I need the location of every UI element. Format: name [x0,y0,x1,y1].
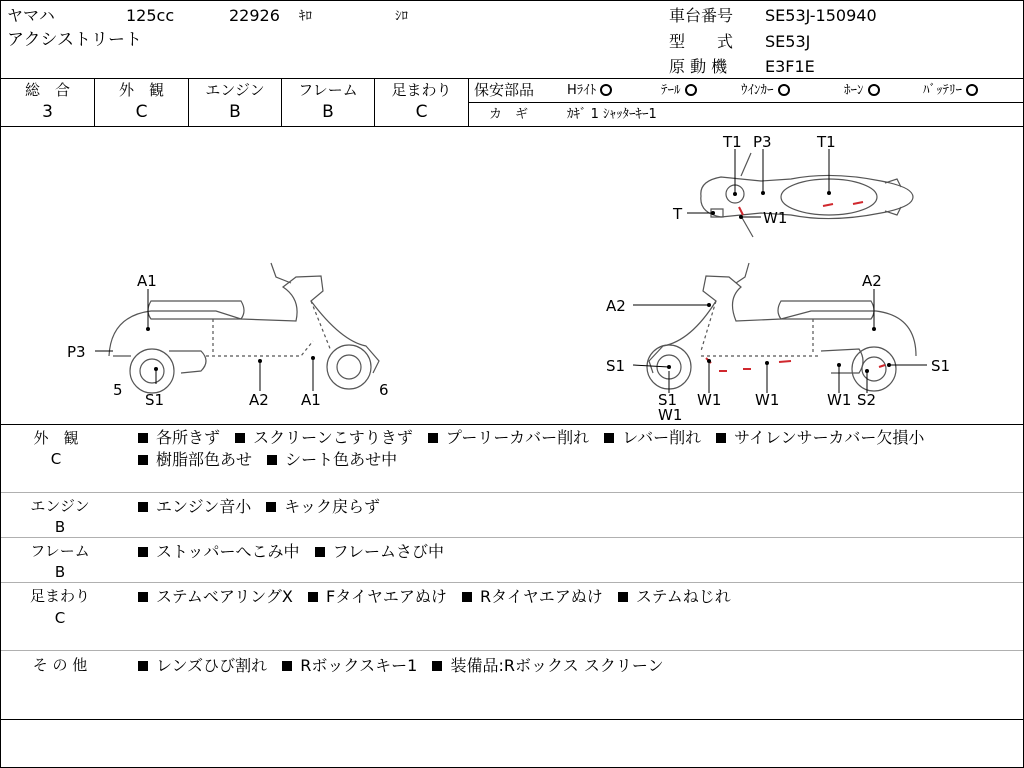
note-category-exterior: 外 観 [33,429,79,447]
bullet-icon [138,592,148,602]
safety-winker-label: ｳｲﾝｶｰ [741,83,774,98]
left-label-a1: A1 [137,272,157,290]
bullet-icon [462,592,472,602]
bullet-icon [315,547,325,557]
top-label-w1: W1 [763,209,788,227]
note-item: 樹脂部色あせ [156,450,253,469]
grade-engine: B [229,102,241,122]
note-item: Rボックスキー1 [300,656,418,675]
left-label-5: 5 [113,381,123,399]
top-label-p3: P3 [753,133,772,151]
top-label-t: T [673,205,683,223]
left-label-p3: P3 [67,343,86,361]
right-label-w1d: W1 [827,391,852,409]
note-item: Rタイヤエアぬけ [479,587,603,606]
note-item: プーリーカバー削れ [445,428,590,447]
note-item: Fタイヤエアぬけ [325,587,447,606]
damage-marks [706,202,885,371]
type-label: 型 式 [669,32,734,51]
note-line-frame [138,544,454,560]
safety-winker-ok-icon [778,84,790,96]
bullet-icon [138,661,148,671]
left-label-s1: S1 [145,391,165,409]
note-grade-engine: B [54,518,66,536]
safety-headlight [567,84,612,97]
right-label-a2a: A2 [606,297,626,315]
frame-no: SE53J-150940 [765,6,877,25]
color: ｼﾛ [395,9,408,24]
note-item: 装備品:Rボックス スクリーン [450,656,664,675]
grade-header-exterior: 外 観 [118,81,164,99]
bullet-icon [235,433,245,443]
safety-tail [661,84,697,97]
note-item: レバー削れ [622,428,702,447]
top-label-t1b: T1 [817,133,836,151]
note-item: レンズひび割れ [156,656,268,675]
note-line-suspension [138,589,741,605]
grade-suspension: C [415,102,428,122]
left-label-a1b: A1 [301,391,321,409]
right-label-w1a: W1 [658,406,683,424]
maker: ヤマハ [7,6,55,25]
engine-value: E3F1E [765,57,815,76]
safety-tail-ok-icon [685,84,697,96]
safety-headlight-label: Hﾗｲﾄ [567,83,597,98]
note-line-engine [138,499,390,515]
safety-horn-label: ﾎｰﾝ [844,83,864,98]
right-label-w1c: W1 [755,391,780,409]
right-label-w1b: W1 [697,391,722,409]
grade-exterior: C [135,102,148,122]
frame-no-label: 車台番号 [669,6,734,25]
bullet-icon [308,592,318,602]
bullet-icon [267,455,277,465]
note-category-suspension: 足まわり [29,587,90,605]
bullet-icon [266,502,276,512]
right-label-s1b: S1 [658,391,678,409]
bullet-icon [138,433,148,443]
safety-headlight-ok-icon [600,84,612,96]
safety-horn-ok-icon [868,84,880,96]
safety-battery [923,84,978,97]
grade-header-total: 総 合 [24,81,70,99]
mileage: 22926 [229,6,280,25]
safety-winker [741,84,790,97]
safety-tail-label: ﾃｰﾙ [661,83,681,98]
bullet-icon [428,433,438,443]
mileage-unit: ｷﾛ [299,9,312,24]
grade-frame: B [322,102,334,122]
model-name: アクシストリート [7,30,142,50]
right-label-s2: S2 [857,391,877,409]
grade-header-engine: エンジン [205,81,265,99]
note-item: キック戻らず [284,497,380,516]
safety-label: 保安部品 [474,81,535,99]
note-grade-suspension: C [54,609,66,627]
note-category-frame: フレーム [30,542,90,560]
note-item: エンジン音小 [156,497,252,516]
key-value: ｶｷﾞ 1 ｼｬｯﾀｰｷｰ1 [567,107,657,122]
bullet-icon [432,661,442,671]
key-label: カ ギ [489,107,529,122]
bullet-icon [716,433,726,443]
note-grade-frame: B [54,563,66,581]
note-grade-exterior: C [50,450,62,468]
type-value: SE53J [765,32,811,51]
note-line-exterior-1 [138,430,934,446]
note-category-engine: エンジン [30,497,90,515]
scooter-diagram [1,127,1023,425]
note-item: ステムねじれ [635,587,731,606]
note-item: ステムベアリングX [156,587,293,606]
right-label-s1a: S1 [606,357,626,375]
bullet-icon [282,661,292,671]
top-label-t1a: T1 [723,133,742,151]
note-category-other: そ の 他 [32,656,88,674]
engine-label: 原 動 機 [669,57,728,76]
note-item: ストッパーへこみ中 [156,542,300,561]
note-item: フレームさび中 [332,542,444,561]
note-item: シート色あせ中 [285,450,398,469]
right-label-a2b: A2 [862,272,882,290]
bullet-icon [138,502,148,512]
safety-horn [844,84,880,97]
note-item: スクリーンこすりきず [253,428,413,447]
grade-header-frame: フレーム [298,81,358,99]
bullet-icon [604,433,614,443]
bullet-icon [138,547,148,557]
grade-total: 3 [42,102,53,122]
right-label-s1c: S1 [931,357,951,375]
note-line-other [138,658,674,674]
left-label-6: 6 [379,381,389,399]
note-item: 各所きず [156,428,221,447]
safety-battery-ok-icon [966,84,978,96]
note-line-exterior-2 [138,452,407,468]
left-label-a2: A2 [249,391,269,409]
top-view-scooter-icon [701,153,913,237]
displacement: 125cc [126,6,175,25]
grade-header-suspension: 足まわり [391,81,452,99]
bullet-icon [618,592,628,602]
bullet-icon [138,455,148,465]
note-item: サイレンサーカバー欠損小 [734,428,925,447]
safety-battery-label: ﾊﾞｯﾃﾘｰ [923,83,962,98]
